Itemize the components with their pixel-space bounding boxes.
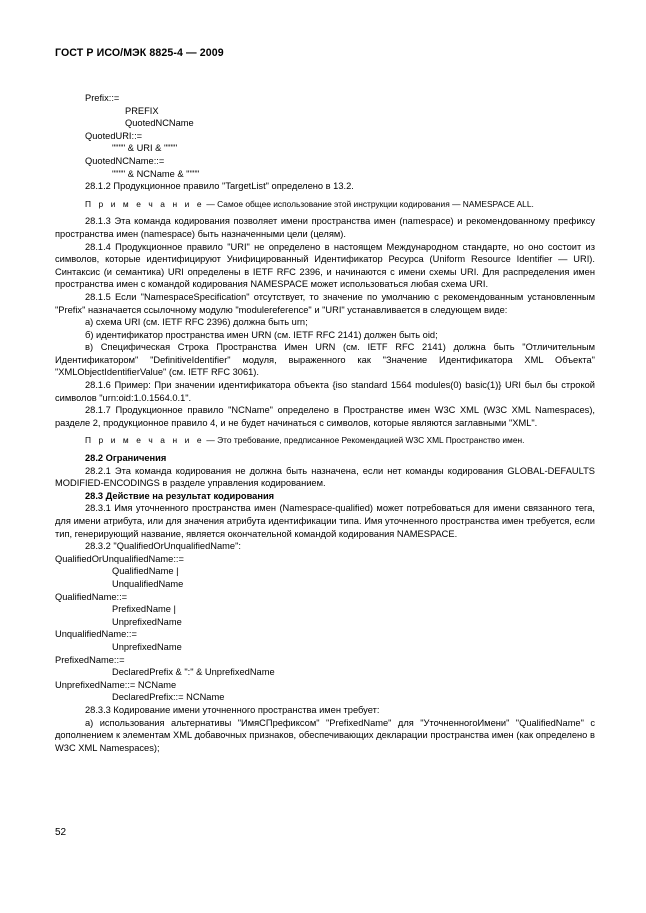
qualified-name-grammar-line: DeclaredPrefix::= NCName (112, 692, 225, 703)
prefix-grammar-line: PREFIX (125, 105, 159, 116)
list-item-a: а) схема URI (см. IETF RFC 2396) должна быть urn; (85, 317, 308, 328)
qualified-name-grammar-line: UnprefixedName (112, 616, 182, 627)
qualified-name-grammar-line: DeclaredPrefix & ":" & UnprefixedName (112, 667, 275, 678)
section-heading-28-2: 28.2 Ограничения (85, 453, 167, 464)
note-namespace-all (55, 198, 595, 211)
qualified-name-grammar-line: UnprefixedName::= NCName (55, 679, 177, 690)
qualified-name-grammar-line: QualifiedName | (112, 566, 179, 577)
qualified-name-grammar-line: PrefixedName | (112, 604, 176, 615)
document-header: ГОСТ Р ИСО/МЭК 8825-4 — 2009 (55, 47, 224, 59)
section-heading-28-3: 28.3 Действие на результат кодирования (85, 490, 275, 501)
paragraph-28-3-3-a: а) использования альтернативы "ИмяСПрефиксом" "PrefixedName" для "УточненногоИмени" "QualifiedName" с дополнением к элементам XML добавочных признаков, обеспечивающих декларации пространства имен (как определено в W3C XML Namespaces); (55, 717, 595, 753)
list-item-b: б) идентификатор пространства имен URN (см. IETF RFC 2141) должен быть oid; (85, 329, 438, 340)
note-label: П р и м е ч а н и е (85, 435, 205, 446)
prefix-grammar-line: QuotedURI::= (85, 130, 143, 141)
prefix-grammar-line: """" & URI & """" (112, 143, 178, 154)
qualified-name-grammar-line: 28.3.2 "QualifiedOrUnqualifiedName": (85, 541, 241, 552)
prefix-grammar-line: QuotedNCName::= (85, 155, 165, 166)
qualified-name-grammar-line: UnqualifiedName (112, 578, 184, 589)
paragraph-28-3-1: 28.3.1 Имя уточненного пространства имен (Namespace-qualified) может потребоваться для имени связанного тега, для имени атрибута, или для значения атрибута идентификации типа. Имя уточненного пространства имен требуется, если тип, генерирующий название, является окончательной командой кодирования NAMESPACE. (55, 503, 595, 539)
qualified-name-grammar-line: PrefixedName::= (55, 654, 125, 665)
prefix-grammar-line: QuotedNCName (125, 118, 194, 129)
paragraph-28-1-7: 28.1.7 Продукционное правило "NCName" определено в Пространстве имен W3C XML (W3C XML Namespaces), разделе 2, продукционное правило 4, и не будет начинаться с символов, которые являются заглавными "XML". (55, 405, 595, 428)
note-text: — Самое общее использование этой инструкции кодирования — NAMESPACE ALL. (204, 198, 534, 209)
qualified-name-grammar-line: UnprefixedName (112, 641, 182, 652)
qualified-name-grammar-block (55, 540, 595, 716)
paragraph-28-1-6: 28.1.6 Пример: При значении идентификатора объекта {iso standard 1564 modules(0) basic(1)} URI был бы строкой символов "urn:oid:1.0.1564.0.1". (55, 380, 595, 403)
qualified-name-grammar-line: 28.3.3 Кодирование имени уточненного пространства имен требует: (85, 704, 380, 715)
list-item-c: в) Специфическая Строка Пространства Имен URN (см. IETF RFC 2141) должна быть "Отличительным Идентификатором" "DefinitiveIdentifier" модуля, выраженного как "Значение Идентификатора XML Объекта" "XMLObjectIdentifierValue" (см. IETF RFC 3061). (55, 342, 595, 378)
note-w3c-requirement (55, 434, 595, 447)
paragraph-28-2-1: 28.2.1 Эта команда кодирования не должна быть назначена, если нет команды кодирования GLOBAL-DEFAULTS MODIFIED-ENCODINGS в разделе управления кодированием. (55, 465, 595, 489)
qualified-name-grammar-line: UnqualifiedName::= (55, 629, 137, 640)
paragraph-28-1-3: 28.1.3 Эта команда кодирования позволяет имени пространства имен (namespace) и рекомендованному префиксу пространства имен (namespace) быть назначенными цели (целям). (55, 216, 595, 239)
prefix-grammar-block (55, 92, 595, 193)
paragraph-28-1-5: 28.1.5 Если "NamespaceSpecification" отсутствует, то значение по умолчанию с рекомендованным установленным "Prefix" назначается ссылочному модулю "modulereference" и "URI" устанавливается в следующем виде: (55, 291, 595, 315)
note-label: П р и м е ч а н и е (85, 198, 205, 209)
paragraph-28-1-4: 28.1.4 Продукционное правило "URI" не определено в настоящем Международном стандарте, но оно состоит из символов, которые идентифицируют Унифицированный Идентификатор Ресурса (Uniform Resource Identifier — URI). Синтаксис (и семантика) URI определены в IETF RFC 2396, и начинаются с имени схемы URI. Для распределения имен пространства имен с командой кодирования NAMESPACE может использоваться любая схема URI. (55, 241, 595, 290)
document-body (55, 92, 595, 754)
prefix-grammar-line: Prefix::= (85, 93, 120, 103)
qualified-name-grammar-line: QualifiedOrUnqualifiedName::= (55, 553, 184, 564)
prefix-grammar-line: 28.1.2 Продукционное правило "TargetList" определено в 13.2. (85, 181, 354, 192)
page-number: 52 (55, 827, 67, 838)
qualified-name-grammar-line: QualifiedName::= (55, 591, 128, 602)
prefix-grammar-line: """" & NCName & """" (112, 168, 200, 179)
note-text: — Это требование, предписанное Рекомендацией W3C XML Пространство имен. (204, 435, 525, 446)
